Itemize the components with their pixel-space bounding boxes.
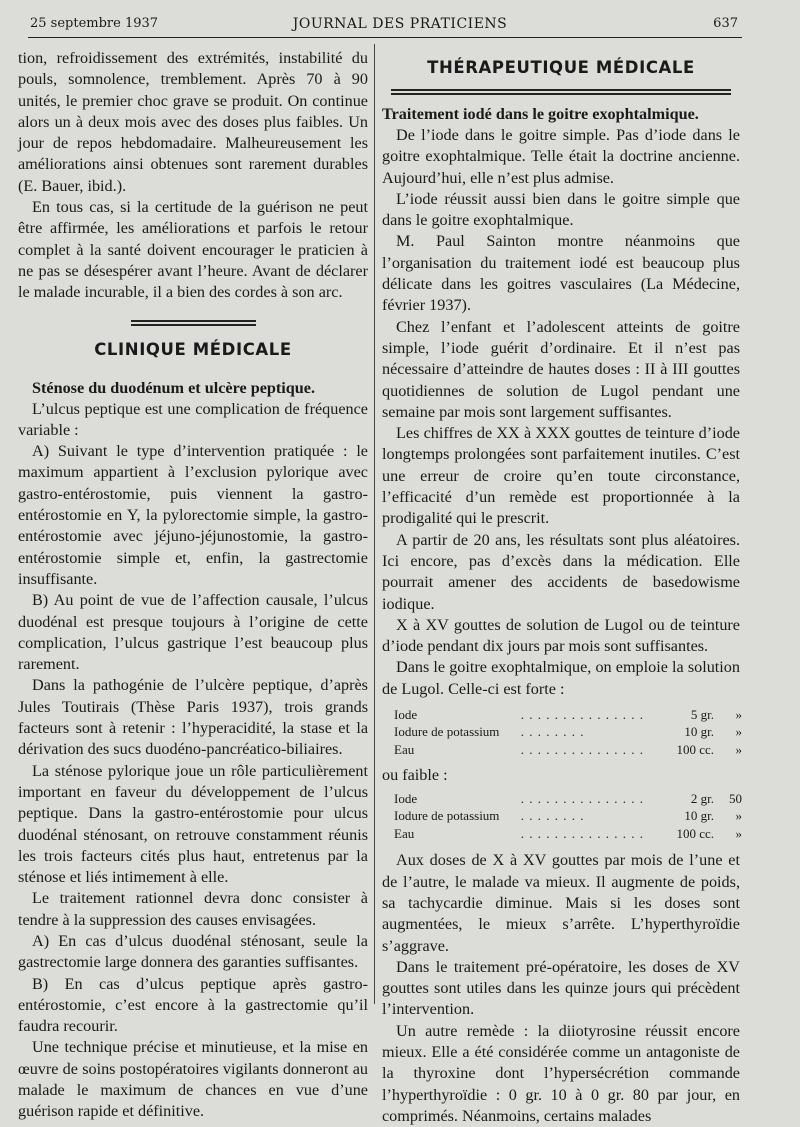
paragraph: X à XV gouttes de solution de Lugol ou de teinture d’iode pendant dix jours par mois sont suffisantes. <box>382 615 740 656</box>
quantity: 5 gr. <box>690 706 714 722</box>
quantity: 100 cc. <box>676 741 714 757</box>
quantity-fraction: » <box>735 741 742 757</box>
recipe-row <box>394 724 742 742</box>
header-rule <box>28 37 742 38</box>
paragraph: Chez l’enfant et l’adolescent atteints de goitre simple, l’iode guérit d’ordinaire. Et il n’est pas nécessaire d’atteindre de hautes doses : II à III gouttes quotidiennes de solution de Lugol pendant une semaine par mois sont largement suffisantes. <box>382 317 740 421</box>
paragraph: A partir de 20 ans, les résultats sont plus aléatoires. Ici encore, pas d’excès dans la médication. Elle pourrait amener des accidents de basedowisme iodique. <box>382 530 740 613</box>
recipe-row <box>394 807 742 825</box>
ingredient: Iode <box>394 706 418 722</box>
paragraph: B) Au point de vue de l’affection causale, l’ulcus duodénal est presque toujours à l’origine de cette complication, l’ulcus gastrique l’est beaucoup plus rarement. <box>18 591 368 674</box>
leader-dots: . . . . . . . . <box>520 808 585 824</box>
section-heading: CLINIQUE MÉDICALE <box>94 339 292 359</box>
quantity: 10 gr. <box>684 724 714 740</box>
leader-dots: . . . . . . . . . . . . . . . <box>520 825 644 841</box>
leader-dots: . . . . . . . . . . . . . . . <box>520 706 644 722</box>
quantity-fraction: » <box>735 724 742 740</box>
paragraph: M. Paul Sainton montre néanmoins que l’organisation du traitement iodé est beaucoup plus délicate dans les goitres vasculaires (La Médecine, février 1937). <box>382 232 740 315</box>
paragraph: Dans le goitre exophtalmique, on emploie la solution de Lugol. Celle-ci est forte : <box>382 658 740 698</box>
quantity-fraction: » <box>735 825 742 841</box>
paragraph: Le traitement rationnel devra donc consister à tendre à la suppression des causes envisagées. <box>18 889 368 929</box>
paragraph: tion, refroidissement des extrémités, instabilité du pouls, somnolence, tremblement. Après 70 à 90 unités, le premier choc grave se produit. On continue alors un à deux mois avec des doses plus faibles. Un jour de repos hebdomadaire. Malheureusement les améliorations ainsi obtenues sont rarement durables (E. Bauer, ibid.). <box>18 49 368 195</box>
paragraph: La sténose pylorique joue un rôle particulièrement important en faveur du développement de l’ulcus peptique. Dans la gastro-entérostomie pour ulcus duodénal sténosant, on retrouve constamment réunis les trois facteurs cités plus haut, entretenus par la sténose et liés intimement à elle. <box>18 761 368 887</box>
header-page-number: 637 <box>713 16 738 31</box>
leader-dots: . . . . . . . . <box>520 724 585 740</box>
recipe-strong <box>394 706 742 759</box>
quantity: 2 gr. <box>690 790 714 806</box>
leader-dots: . . . . . . . . . . . . . . . <box>520 741 644 757</box>
recipe-weak <box>394 790 742 843</box>
paragraph: Aux doses de X à XV gouttes par mois de l’une et de l’autre, le malade va mieux. Il augmente de poids, sa tachycardie diminue. Mais si les doses sont augmentées, le mieux s’arrête. L’hyperthyroïdie s’aggrave. <box>382 851 740 955</box>
ingredient: Iodure de potassium <box>394 808 500 824</box>
paragraph: Les chiffres de XX à XXX gouttes de teinture d’iode longtemps prolongées sont parfaitement inutiles. C’est une erreur de croire qu’en toute circonstance, l’efficacité d’un remède est proportionnée à la prodigalité qui le prescrit. <box>382 424 740 528</box>
leader-dots: . . . . . . . . . . . . . . . <box>520 790 644 806</box>
quantity-fraction: » <box>735 706 742 722</box>
quantity: 100 cc. <box>676 825 714 841</box>
header-journal-title: JOURNAL DES PRATICIENS <box>292 16 508 32</box>
paragraph: L’ulcus peptique est une complication de fréquence variable : <box>18 399 368 439</box>
ingredient: Eau <box>394 741 415 757</box>
left-column <box>18 48 368 1121</box>
paragraph: De l’iode dans le goitre simple. Pas d’iode dans le goitre exophtalmique. Telle était la doctrine ancienne. Aujourd’hui, elle n’est plus admise. <box>382 126 740 187</box>
ingredient: Iodure de potassium <box>394 724 500 740</box>
page-header <box>0 0 800 40</box>
paragraph: A) Suivant le type d’intervention pratiquée : le maximum appartient à l’exclusion pylorique avec gastro-entérostomie, puis viennent la gastro-entérostomie en Y, la pylorectomie simple, la gastro-entérostomie avec jéjuno-jéjunostomie, la gastro-entérostomie simple et, enfin, la gastrectomie insuffisante. <box>18 442 368 588</box>
ingredient: Iode <box>394 790 418 806</box>
quantity-fraction: 50 <box>729 790 742 806</box>
paragraph: En tous cas, si la certitude de la guérison ne peut être affirmée, les améliorations et parfois le retour complet à la santé doivent encourager le praticien à ne pas se désespérer avant l’heure. Avant de déclarer le malade incurable, il a bien des cordes à son arc. <box>18 198 368 302</box>
right-column <box>382 48 742 1125</box>
paragraph: B) En cas d’ulcus peptique après gastro-entérostomie, c’est encore à la gastrectomie qu’il faudra recourir. <box>18 974 368 1036</box>
quantity: 10 gr. <box>684 808 714 824</box>
paragraph: L’iode réussit aussi bien dans le goitre simple que dans le goitre exophtalmique. <box>382 189 740 230</box>
article-title: Sténose du duodénum et ulcère peptique. <box>32 378 316 397</box>
column-divider <box>374 44 375 1004</box>
quantity-fraction: » <box>735 808 742 824</box>
recipe-row <box>394 790 742 808</box>
paragraph: ou faible : <box>382 765 448 784</box>
section-heading: THÉRAPEUTIQUE MÉDICALE <box>427 58 695 77</box>
paragraph: Dans la pathogénie de l’ulcère peptique, d’après Jules Toutirais (Thèse Paris 1937), trois grands facteurs sont à retenir : l’hyperacidité, la stase et la dérivation des sucs duodéno-pancréatico-biliaires. <box>18 676 368 759</box>
recipe-row <box>394 741 742 759</box>
paragraph: Un autre remède : la diiotyrosine réussit encore mieux. Elle a été considérée comme un antagoniste de la thyroxine dont l’hypersécrétion commande l’hyperthyroïdie : 0 gr. 10 à 0 gr. 80 par jour, en comprimés. Néanmoins, certains malades <box>382 1021 740 1125</box>
paragraph: Dans le traitement pré-opératoire, les doses de XV gouttes sont utiles dans les quinze jours qui précèdent l’intervention. <box>382 957 740 1019</box>
recipe-row <box>394 825 742 843</box>
ingredient: Eau <box>394 825 415 841</box>
paragraph: Une technique précise et minutieuse, et la mise en œuvre de soins postopératoires vigilants donneront au malade le maximum de chances en vue d’une guérison rapide et définitive. <box>18 1038 368 1121</box>
recipe-row <box>394 706 742 724</box>
article-title: Traitement iodé dans le goitre exophtalmique. <box>382 105 699 123</box>
header-date: 25 septembre 1937 <box>30 16 159 31</box>
paragraph: A) En cas d’ulcus duodénal sténosant, seule la gastrectomie large donnera des garanties suffisantes. <box>18 931 368 972</box>
